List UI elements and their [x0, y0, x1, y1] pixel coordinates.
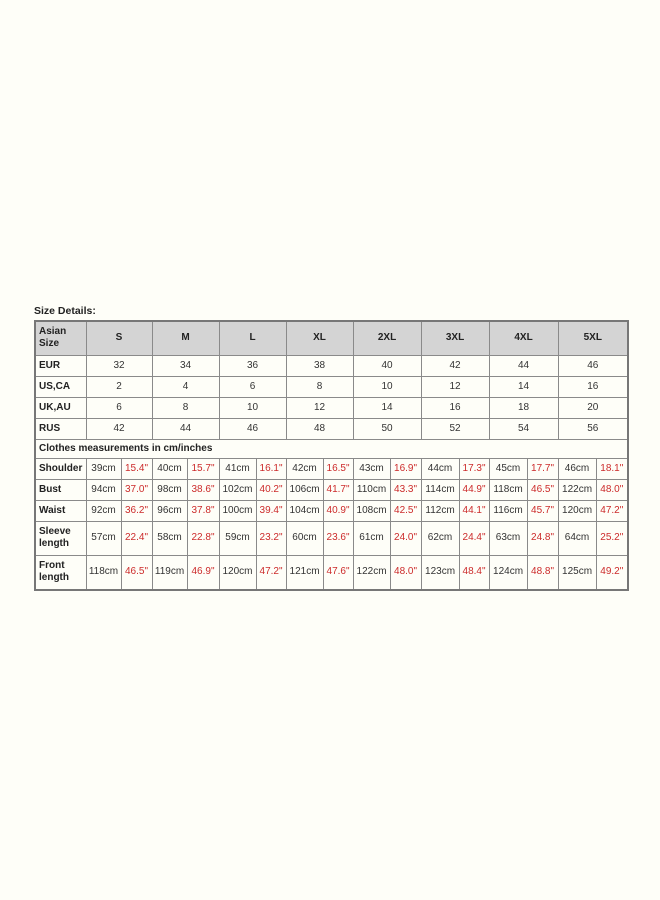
cm-value-cell: 104cm: [286, 500, 323, 521]
cm-value-cell: 124cm: [489, 555, 527, 590]
cm-value-cell: 100cm: [219, 500, 256, 521]
inch-value-cell: 39.4": [256, 500, 286, 521]
size-header-cell: L: [219, 321, 286, 355]
row-label-cell: Front length: [35, 555, 86, 590]
inch-value-cell: 48.0": [596, 479, 628, 500]
conversion-value-cell: 38: [286, 355, 353, 376]
measurement-row: [35, 500, 628, 521]
inch-value-cell: 47.2": [596, 500, 628, 521]
cm-value-cell: 40cm: [152, 458, 187, 479]
cm-value-cell: 59cm: [219, 521, 256, 555]
conversion-value-cell: 6: [219, 376, 286, 397]
conversion-value-cell: 10: [353, 376, 421, 397]
conversion-value-cell: 14: [353, 397, 421, 418]
size-chart-table: [34, 320, 629, 591]
row-label-cell: Bust: [35, 479, 86, 500]
size-header-cell: XL: [286, 321, 353, 355]
cm-value-cell: 110cm: [353, 479, 390, 500]
conversion-value-cell: 36: [219, 355, 286, 376]
conversion-value-cell: 40: [353, 355, 421, 376]
inch-value-cell: 46.9": [187, 555, 219, 590]
inch-value-cell: 43.3": [390, 479, 421, 500]
size-header-cell: 3XL: [421, 321, 489, 355]
inch-value-cell: 37.8": [187, 500, 219, 521]
measurement-row: [35, 555, 628, 590]
conversion-value-cell: 50: [353, 418, 421, 439]
inch-value-cell: 44.9": [459, 479, 489, 500]
header-row: [35, 321, 628, 355]
inch-value-cell: 45.7": [527, 500, 558, 521]
conversion-value-cell: 18: [489, 397, 558, 418]
conversion-value-cell: 20: [558, 397, 628, 418]
measurement-row: [35, 521, 628, 555]
conversion-value-cell: 54: [489, 418, 558, 439]
inch-value-cell: 37.0": [121, 479, 152, 500]
inch-value-cell: 23.2": [256, 521, 286, 555]
inch-value-cell: 23.6": [323, 521, 353, 555]
inch-value-cell: 25.2": [596, 521, 628, 555]
cm-value-cell: 118cm: [489, 479, 527, 500]
inch-value-cell: 44.1": [459, 500, 489, 521]
inch-value-cell: 17.3": [459, 458, 489, 479]
cm-value-cell: 39cm: [86, 458, 121, 479]
inch-value-cell: 24.0": [390, 521, 421, 555]
conversion-value-cell: 48: [286, 418, 353, 439]
cm-value-cell: 46cm: [558, 458, 596, 479]
conversion-row: [35, 418, 628, 439]
row-label-cell: Waist: [35, 500, 86, 521]
conversion-value-cell: 8: [286, 376, 353, 397]
size-header-cell: 5XL: [558, 321, 628, 355]
cm-value-cell: 106cm: [286, 479, 323, 500]
conversion-value-cell: 42: [86, 418, 152, 439]
conversion-value-cell: 14: [489, 376, 558, 397]
row-label-cell: RUS: [35, 418, 86, 439]
conversion-value-cell: 12: [286, 397, 353, 418]
cm-value-cell: 60cm: [286, 521, 323, 555]
inch-value-cell: 22.8": [187, 521, 219, 555]
conversion-value-cell: 46: [558, 355, 628, 376]
size-header-cell: M: [152, 321, 219, 355]
cm-value-cell: 96cm: [152, 500, 187, 521]
conversion-row: [35, 397, 628, 418]
cm-value-cell: 125cm: [558, 555, 596, 590]
cm-value-cell: 121cm: [286, 555, 323, 590]
inch-value-cell: 15.4": [121, 458, 152, 479]
size-header-cell: 2XL: [353, 321, 421, 355]
cm-value-cell: 64cm: [558, 521, 596, 555]
row-label-cell: US,CA: [35, 376, 86, 397]
inch-value-cell: 49.2": [596, 555, 628, 590]
size-header-cell: S: [86, 321, 152, 355]
row-label-cell: Shoulder: [35, 458, 86, 479]
conversion-value-cell: 8: [152, 397, 219, 418]
cm-value-cell: 61cm: [353, 521, 390, 555]
inch-value-cell: 46.5": [527, 479, 558, 500]
inch-value-cell: 15.7": [187, 458, 219, 479]
header-label-cell: Asian Size: [35, 321, 86, 355]
cm-value-cell: 63cm: [489, 521, 527, 555]
cm-value-cell: 120cm: [219, 555, 256, 590]
conversion-value-cell: 42: [421, 355, 489, 376]
size-details-title: Size Details:: [34, 305, 96, 317]
size-header-cell: 4XL: [489, 321, 558, 355]
measurement-row: [35, 479, 628, 500]
size-details-block: [34, 304, 627, 591]
cm-value-cell: 122cm: [353, 555, 390, 590]
cm-value-cell: 42cm: [286, 458, 323, 479]
cm-value-cell: 41cm: [219, 458, 256, 479]
cm-value-cell: 94cm: [86, 479, 121, 500]
cm-value-cell: 123cm: [421, 555, 459, 590]
cm-value-cell: 92cm: [86, 500, 121, 521]
cm-value-cell: 122cm: [558, 479, 596, 500]
inch-value-cell: 16.9": [390, 458, 421, 479]
conversion-value-cell: 2: [86, 376, 152, 397]
conversion-value-cell: 12: [421, 376, 489, 397]
cm-value-cell: 116cm: [489, 500, 527, 521]
cm-value-cell: 120cm: [558, 500, 596, 521]
inch-value-cell: 41.7": [323, 479, 353, 500]
conversion-value-cell: 46: [219, 418, 286, 439]
inch-value-cell: 48.0": [390, 555, 421, 590]
conversion-value-cell: 32: [86, 355, 152, 376]
conversion-value-cell: 44: [152, 418, 219, 439]
row-label-cell: UK,AU: [35, 397, 86, 418]
inch-value-cell: 24.4": [459, 521, 489, 555]
cm-value-cell: 45cm: [489, 458, 527, 479]
conversion-value-cell: 52: [421, 418, 489, 439]
conversion-value-cell: 4: [152, 376, 219, 397]
cm-value-cell: 43cm: [353, 458, 390, 479]
conversion-value-cell: 34: [152, 355, 219, 376]
cm-value-cell: 112cm: [421, 500, 459, 521]
conversion-value-cell: 56: [558, 418, 628, 439]
inch-value-cell: 24.8": [527, 521, 558, 555]
inch-value-cell: 47.2": [256, 555, 286, 590]
inch-value-cell: 36.2": [121, 500, 152, 521]
inch-value-cell: 40.9": [323, 500, 353, 521]
conversion-value-cell: 44: [489, 355, 558, 376]
conversion-row: [35, 376, 628, 397]
conversion-value-cell: 6: [86, 397, 152, 418]
cm-value-cell: 58cm: [152, 521, 187, 555]
cm-value-cell: 114cm: [421, 479, 459, 500]
inch-value-cell: 40.2": [256, 479, 286, 500]
inch-value-cell: 22.4": [121, 521, 152, 555]
cm-value-cell: 108cm: [353, 500, 390, 521]
row-label-cell: Sleeve length: [35, 521, 86, 555]
inch-value-cell: 42.5": [390, 500, 421, 521]
cm-value-cell: 62cm: [421, 521, 459, 555]
inch-value-cell: 17.7": [527, 458, 558, 479]
inch-value-cell: 47.6": [323, 555, 353, 590]
inch-value-cell: 18.1": [596, 458, 628, 479]
cm-value-cell: 44cm: [421, 458, 459, 479]
conversion-value-cell: 16: [421, 397, 489, 418]
inch-value-cell: 16.5": [323, 458, 353, 479]
row-label-cell: EUR: [35, 355, 86, 376]
cm-value-cell: 102cm: [219, 479, 256, 500]
inch-value-cell: 38.6": [187, 479, 219, 500]
cm-value-cell: 98cm: [152, 479, 187, 500]
measurement-section-row: [35, 439, 628, 458]
inch-value-cell: 48.4": [459, 555, 489, 590]
cm-value-cell: 119cm: [152, 555, 187, 590]
conversion-row: [35, 355, 628, 376]
inch-value-cell: 48.8": [527, 555, 558, 590]
measurement-title-cell: Clothes measurements in cm/inches: [35, 439, 628, 458]
cm-value-cell: 118cm: [86, 555, 121, 590]
cm-value-cell: 57cm: [86, 521, 121, 555]
conversion-value-cell: 16: [558, 376, 628, 397]
conversion-value-cell: 10: [219, 397, 286, 418]
measurement-row: [35, 458, 628, 479]
inch-value-cell: 46.5": [121, 555, 152, 590]
inch-value-cell: 16.1": [256, 458, 286, 479]
